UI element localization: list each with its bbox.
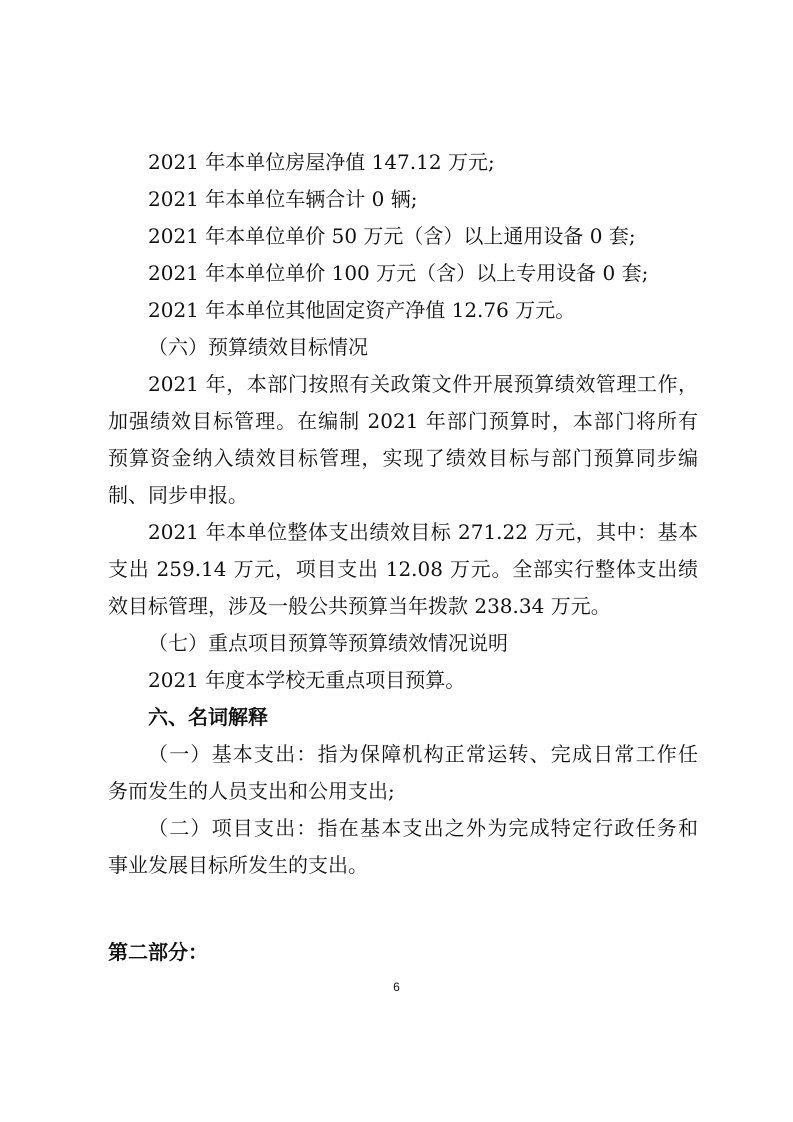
text-line-house-value: 2021 年本单位房屋净值 147.12 万元; [148,150,495,174]
glossary-line: （二）项目支出：指在基本支出之外为完成特定行政任务和 [148,816,698,840]
glossary-line: 务而发生的人员支出和公用支出; [108,779,395,803]
part-two-heading: 第二部分： [108,940,208,964]
paragraph-line: 制、同步申报。 [108,483,248,507]
text-line-vehicles: 2021 年本单位车辆合计 0 辆; [148,187,418,211]
section-heading-key-projects: （七）重点项目预算等预算绩效情况说明 [148,631,508,655]
glossary-line: （一）基本支出：指为保障机构正常运转、完成日常工作任 [148,742,698,766]
text-line-other-assets: 2021 年本单位其他固定资产净值 12.76 万元。 [148,298,576,322]
text-line-no-key-projects: 2021 年度本学校无重点项目预算。 [148,668,466,692]
paragraph-line: 2021 年本单位整体支出绩效目标 271.22 万元，其中：基本 [148,520,698,544]
glossary-line: 事业发展目标所发生的支出。 [108,853,368,877]
section-heading-glossary: 六、名词解释 [148,705,268,729]
paragraph-line: 2021 年，本部门按照有关政策文件开展预算绩效管理工作， [148,372,698,396]
text-line-special-equipment: 2021 年本单位单价 100 万元（含）以上专用设备 0 套; [148,261,649,285]
section-heading-performance-goals: （六）预算绩效目标情况 [148,335,368,359]
paragraph-line: 支出 259.14 万元，项目支出 12.08 万元。全部实行整体支出绩 [108,557,698,581]
paragraph-line: 效目标管理，涉及一般公共预算当年拨款 238.34 万元。 [108,594,611,618]
text-line-general-equipment: 2021 年本单位单价 50 万元（含）以上通用设备 0 套; [148,224,636,248]
page-number: 6 [393,980,400,994]
paragraph-line: 预算资金纳入绩效目标管理，实现了绩效目标与部门预算同步编 [108,446,698,470]
paragraph-line: 加强绩效目标管理。在编制 2021 年部门预算时，本部门将所有 [108,409,698,433]
